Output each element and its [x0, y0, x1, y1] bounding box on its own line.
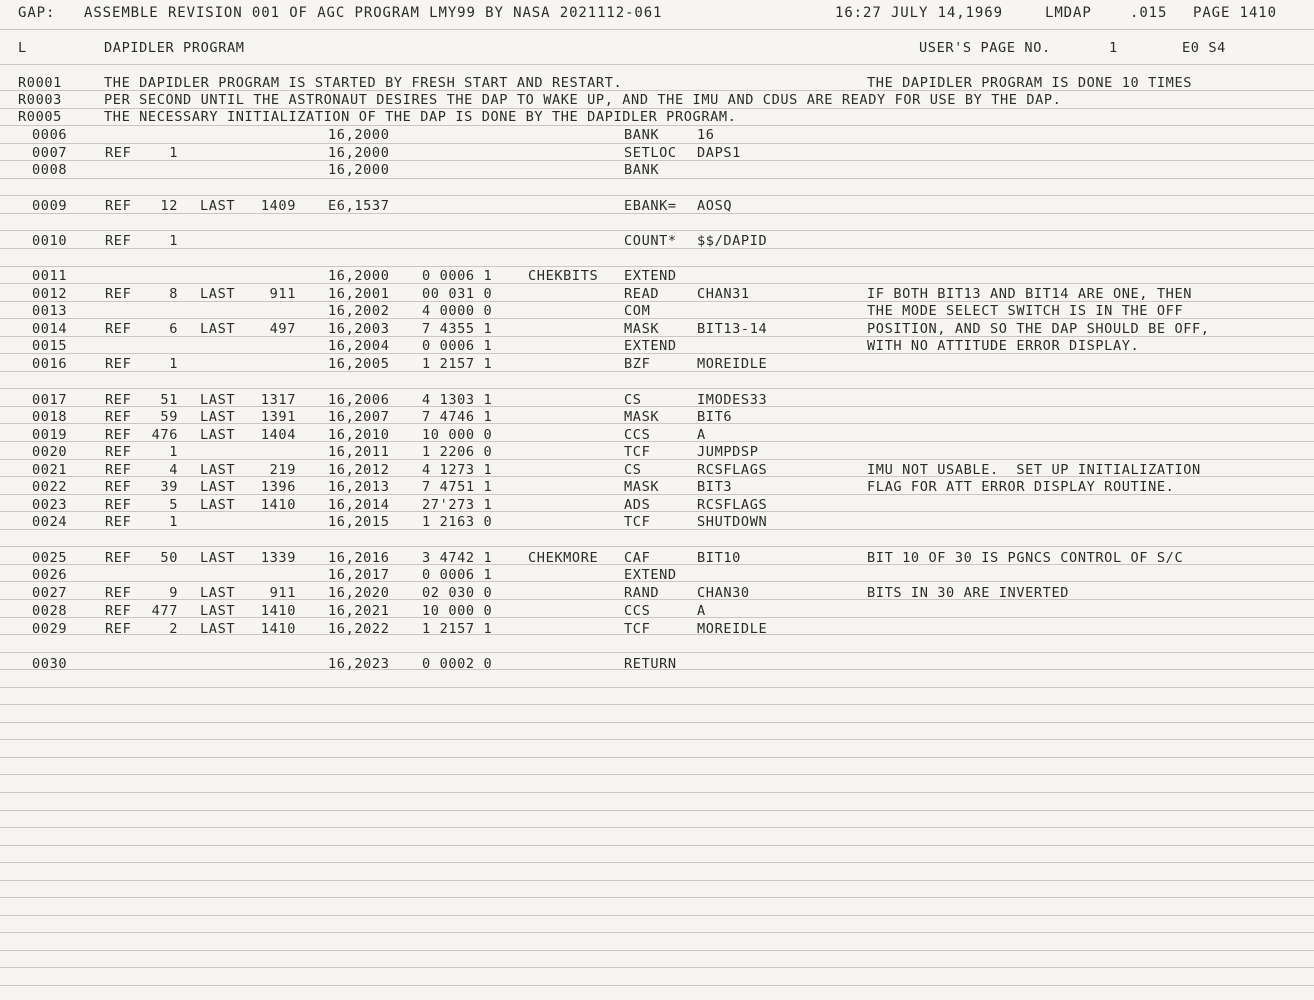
comment: IMU NOT USABLE. SET UP INITIALIZATION — [867, 462, 1201, 478]
ref-count: 50 — [160, 550, 178, 566]
opcode: TCF — [624, 621, 651, 637]
address: 16,2013 — [328, 479, 390, 495]
ref-label: REF — [105, 427, 132, 443]
line-number: 0015 — [32, 338, 68, 354]
ref-count: 5 — [169, 497, 178, 513]
line-number: 0022 — [32, 479, 68, 495]
ref-count: 476 — [151, 427, 178, 443]
object-word: 0 0006 1 — [422, 268, 493, 284]
object-word: 1 2163 0 — [422, 514, 493, 530]
address: 16,2006 — [328, 392, 390, 408]
address: 16,2007 — [328, 409, 390, 425]
line-number: 0018 — [32, 409, 68, 425]
header-page-number: PAGE 1410 — [1193, 5, 1277, 21]
remark-text: PER SECOND UNTIL THE ASTRONAUT DESIRES THE DAP TO WAKE UP, AND THE IMU AND CDUS ARE READY FOR USE BY THE DAP. — [104, 92, 1062, 108]
address: 16,2012 — [328, 462, 390, 478]
ref-label: REF — [105, 603, 132, 619]
ref-count: 8 — [169, 286, 178, 302]
opcode: COM — [624, 303, 651, 319]
remark-text: THE NECESSARY INITIALIZATION OF THE DAP IS DONE BY THE DAPIDLER PROGRAM. — [104, 109, 737, 125]
ref-label: REF — [105, 621, 132, 637]
ref-label: REF — [105, 550, 132, 566]
ref-label: REF — [105, 585, 132, 601]
line-number: 0014 — [32, 321, 68, 337]
operand: MOREIDLE — [697, 621, 768, 637]
ref-count: 1 — [169, 233, 178, 249]
object-word: 02 030 0 — [422, 585, 493, 601]
object-word: 1 2206 0 — [422, 444, 493, 460]
address: 16,2000 — [328, 127, 390, 143]
object-word: 10 000 0 — [422, 427, 493, 443]
ref-count: 1 — [169, 145, 178, 161]
line-number: 0017 — [32, 392, 68, 408]
address: 16,2004 — [328, 338, 390, 354]
object-word: 4 1273 1 — [422, 462, 493, 478]
line-number: 0030 — [32, 656, 68, 672]
header-prefix: GAP: — [18, 5, 56, 21]
ref-count: 1 — [169, 356, 178, 372]
line-number: 0023 — [32, 497, 68, 513]
symbol-label: CHEKBITS — [528, 268, 599, 284]
opcode: CCS — [624, 427, 651, 443]
subheader-code: E0 S4 — [1182, 40, 1226, 56]
remark-number: R0003 — [18, 92, 62, 108]
last-page: 1317 — [260, 392, 296, 408]
operand: SHUTDOWN — [697, 514, 768, 530]
operand: RCSFLAGS — [697, 462, 768, 478]
object-word: 7 4751 1 — [422, 479, 493, 495]
last-page: 911 — [269, 286, 296, 302]
address: 16,2023 — [328, 656, 390, 672]
comment: IF BOTH BIT13 AND BIT14 ARE ONE, THEN — [867, 286, 1193, 302]
last-page: 1339 — [260, 550, 296, 566]
ref-label: REF — [105, 514, 132, 530]
address: 16,2015 — [328, 514, 390, 530]
operand: MOREIDLE — [697, 356, 768, 372]
line-number: 0025 — [32, 550, 68, 566]
operand: BIT13-14 — [697, 321, 768, 337]
object-word: 1 2157 1 — [422, 621, 493, 637]
ref-count: 1 — [169, 514, 178, 530]
ref-label: REF — [105, 462, 132, 478]
last-page: 1410 — [260, 497, 296, 513]
ref-label: REF — [105, 409, 132, 425]
address: 16,2022 — [328, 621, 390, 637]
operand: A — [697, 603, 706, 619]
address: 16,2000 — [328, 145, 390, 161]
operand: A — [697, 427, 706, 443]
opcode: BANK — [624, 162, 660, 178]
subheader-letter: L — [18, 40, 27, 56]
ref-count: 39 — [160, 479, 178, 495]
operand: BIT3 — [697, 479, 733, 495]
line-number: 0011 — [32, 268, 68, 284]
ref-label: REF — [105, 356, 132, 372]
address: E6,1537 — [328, 198, 390, 214]
address: 16,2017 — [328, 567, 390, 583]
ref-label: REF — [105, 286, 132, 302]
line-number: 0019 — [32, 427, 68, 443]
last-page: 1409 — [260, 198, 296, 214]
last-label: LAST — [200, 603, 236, 619]
address: 16,2000 — [328, 268, 390, 284]
ref-count: 51 — [160, 392, 178, 408]
opcode: TCF — [624, 514, 651, 530]
remark-text: THE DAPIDLER PROGRAM IS STARTED BY FRESH START AND RESTART. — [104, 75, 623, 91]
object-word: 3 4742 1 — [422, 550, 493, 566]
line-number: 0010 — [32, 233, 68, 249]
object-word: 0 0006 1 — [422, 338, 493, 354]
last-label: LAST — [200, 479, 236, 495]
opcode: BANK — [624, 127, 660, 143]
ref-label: REF — [105, 479, 132, 495]
line-number: 0007 — [32, 145, 68, 161]
last-page: 1410 — [260, 603, 296, 619]
address: 16,2016 — [328, 550, 390, 566]
last-label: LAST — [200, 585, 236, 601]
ref-label: REF — [105, 497, 132, 513]
last-label: LAST — [200, 321, 236, 337]
operand: CHAN30 — [697, 585, 750, 601]
line-number: 0008 — [32, 162, 68, 178]
comment: THE MODE SELECT SWITCH IS IN THE OFF — [867, 303, 1184, 319]
operand: DAPS1 — [697, 145, 741, 161]
opcode: MASK — [624, 409, 660, 425]
object-word: 00 031 0 — [422, 286, 493, 302]
last-page: 219 — [269, 462, 296, 478]
last-label: LAST — [200, 392, 236, 408]
header-program: LMDAP — [1045, 5, 1092, 21]
opcode: SETLOC — [624, 145, 677, 161]
last-label: LAST — [200, 550, 236, 566]
subheader-users-page-number: 1 — [1109, 40, 1118, 56]
line-number: 0026 — [32, 567, 68, 583]
ref-label: REF — [105, 392, 132, 408]
opcode: MASK — [624, 479, 660, 495]
operand: AOSQ — [697, 198, 733, 214]
last-page: 911 — [269, 585, 296, 601]
address: 16,2003 — [328, 321, 390, 337]
line-number: 0028 — [32, 603, 68, 619]
object-word: 4 1303 1 — [422, 392, 493, 408]
last-page: 1396 — [260, 479, 296, 495]
ref-count: 4 — [169, 462, 178, 478]
object-word: 0 0002 0 — [422, 656, 493, 672]
ref-label: REF — [105, 233, 132, 249]
subheader-users-page-label: USER'S PAGE NO. — [919, 40, 1051, 56]
address: 16,2011 — [328, 444, 390, 460]
opcode: CAF — [624, 550, 651, 566]
operand: $$/DAPID — [697, 233, 768, 249]
ref-count: 59 — [160, 409, 178, 425]
ref-count: 2 — [169, 621, 178, 637]
opcode: MASK — [624, 321, 660, 337]
object-word: 27'273 1 — [422, 497, 493, 513]
opcode: EXTEND — [624, 567, 677, 583]
object-word: 4 0000 0 — [422, 303, 493, 319]
opcode: EBANK= — [624, 198, 677, 214]
address: 16,2000 — [328, 162, 390, 178]
operand: BIT10 — [697, 550, 741, 566]
opcode: ADS — [624, 497, 651, 513]
address: 16,2014 — [328, 497, 390, 513]
address: 16,2021 — [328, 603, 390, 619]
object-word: 0 0006 1 — [422, 567, 493, 583]
opcode: RETURN — [624, 656, 677, 672]
address: 16,2020 — [328, 585, 390, 601]
line-number: 0016 — [32, 356, 68, 372]
last-page: 1404 — [260, 427, 296, 443]
ref-label: REF — [105, 145, 132, 161]
comment: POSITION, AND SO THE DAP SHOULD BE OFF, — [867, 321, 1210, 337]
ref-count: 12 — [160, 198, 178, 214]
last-page: 497 — [269, 321, 296, 337]
header-time: 16:27 JULY 14,1969 — [835, 5, 1003, 21]
line-number: 0027 — [32, 585, 68, 601]
address: 16,2010 — [328, 427, 390, 443]
ref-label: REF — [105, 198, 132, 214]
ref-count: 6 — [169, 321, 178, 337]
opcode: BZF — [624, 356, 651, 372]
opcode: CCS — [624, 603, 651, 619]
operand: JUMPDSP — [697, 444, 759, 460]
operand: 16 — [697, 127, 715, 143]
symbol-label: CHEKMORE — [528, 550, 599, 566]
operand: BIT6 — [697, 409, 733, 425]
operand: IMODES33 — [697, 392, 768, 408]
ref-label: REF — [105, 321, 132, 337]
comment: BIT 10 OF 30 IS PGNCS CONTROL OF S/C — [867, 550, 1184, 566]
remark-number: R0001 — [18, 75, 62, 91]
last-page: 1410 — [260, 621, 296, 637]
opcode: CS — [624, 462, 642, 478]
comment: BITS IN 30 ARE INVERTED — [867, 585, 1070, 601]
last-label: LAST — [200, 462, 236, 478]
remark-number: R0005 — [18, 109, 62, 125]
line-number: 0020 — [32, 444, 68, 460]
opcode: TCF — [624, 444, 651, 460]
last-page: 1391 — [260, 409, 296, 425]
last-label: LAST — [200, 286, 236, 302]
line-number: 0021 — [32, 462, 68, 478]
line-number: 0029 — [32, 621, 68, 637]
address: 16,2005 — [328, 356, 390, 372]
opcode: RAND — [624, 585, 660, 601]
comment: FLAG FOR ATT ERROR DISPLAY ROUTINE. — [867, 479, 1175, 495]
opcode: EXTEND — [624, 338, 677, 354]
comment: WITH NO ATTITUDE ERROR DISPLAY. — [867, 338, 1140, 354]
remark-text-continued: THE DAPIDLER PROGRAM IS DONE 10 TIMES — [867, 75, 1193, 91]
line-number: 0024 — [32, 514, 68, 530]
ref-count: 1 — [169, 444, 178, 460]
line-number: 0012 — [32, 286, 68, 302]
operand: CHAN31 — [697, 286, 750, 302]
object-word: 1 2157 1 — [422, 356, 493, 372]
line-number: 0006 — [32, 127, 68, 143]
address: 16,2002 — [328, 303, 390, 319]
ref-label: REF — [105, 444, 132, 460]
line-number: 0013 — [32, 303, 68, 319]
subheader-program-name: DAPIDLER PROGRAM — [104, 40, 245, 56]
last-label: LAST — [200, 497, 236, 513]
opcode: CS — [624, 392, 642, 408]
last-label: LAST — [200, 427, 236, 443]
last-label: LAST — [200, 621, 236, 637]
opcode: EXTEND — [624, 268, 677, 284]
last-label: LAST — [200, 198, 236, 214]
header-title: ASSEMBLE REVISION 001 OF AGC PROGRAM LMY99 BY NASA 2021112-061 — [84, 5, 663, 21]
opcode: COUNT* — [624, 233, 677, 249]
last-label: LAST — [200, 409, 236, 425]
operand: RCSFLAGS — [697, 497, 768, 513]
ref-count: 477 — [151, 603, 178, 619]
object-word: 7 4746 1 — [422, 409, 493, 425]
object-word: 10 000 0 — [422, 603, 493, 619]
opcode: READ — [624, 286, 660, 302]
ref-count: 9 — [169, 585, 178, 601]
object-word: 7 4355 1 — [422, 321, 493, 337]
address: 16,2001 — [328, 286, 390, 302]
header-revision: .015 — [1130, 5, 1168, 21]
line-number: 0009 — [32, 198, 68, 214]
